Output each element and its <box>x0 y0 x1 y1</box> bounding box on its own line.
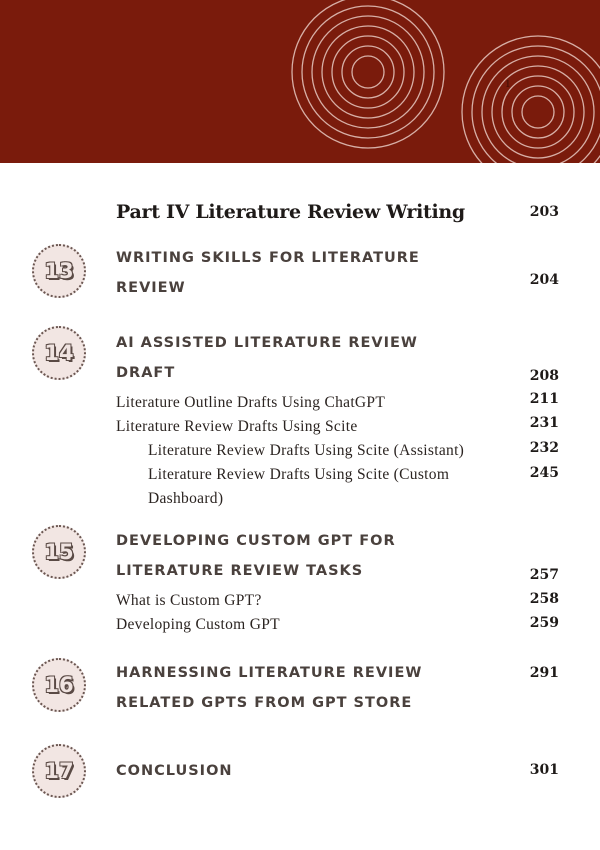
chapter-page-number: 301 <box>529 762 559 778</box>
page-number: 1 <box>505 78 511 90</box>
chapter-title[interactable]: WRITING SKILLS FOR LITERATURE REVIEW <box>116 250 420 296</box>
toc-subentry[interactable]: Literature Review Drafts Using Scite (Custom Dashboard) <box>148 466 450 507</box>
chapter-number-badge: 17 <box>32 744 86 798</box>
part-page-number: 203 <box>529 204 559 220</box>
toc-entry-page: 258 <box>529 591 559 607</box>
chapter-number-badge: 16 <box>32 658 86 712</box>
toc-entry-page: 259 <box>529 615 559 631</box>
part-title: Part IV Literature Review Writing <box>116 201 465 223</box>
toc-subentry[interactable]: Literature Review Drafts Using Scite (Assistant) <box>148 442 465 459</box>
toc-entry[interactable]: What is Custom GPT? <box>116 592 262 609</box>
chapter-title[interactable]: DEVELOPING CUSTOM GPT FOR LITERATURE REVIEW TASKS <box>116 533 396 579</box>
chapter-number-badge: 14 <box>32 326 86 380</box>
toc-entry-page: 231 <box>529 415 559 431</box>
chapter-title[interactable]: CONCLUSION <box>116 763 233 779</box>
toc-entry[interactable]: Literature Review Drafts Using Scite <box>116 418 358 435</box>
header-band <box>0 0 600 163</box>
chapter-page-number: 208 <box>529 368 559 384</box>
toc-entry-page: 211 <box>529 391 559 407</box>
chapter-title[interactable]: AI ASSISTED LITERATURE REVIEW DRAFT <box>116 335 418 381</box>
chapter-page-number: 204 <box>529 272 559 288</box>
chapter-number-badge: 13 <box>32 244 86 298</box>
chapter-title[interactable]: HARNESSING LITERATURE REVIEW RELATED GPTS FROM GPT STORE <box>116 665 423 711</box>
toc-entry[interactable]: Literature Outline Drafts Using ChatGPT <box>116 394 386 411</box>
toc-entry-page: 245 <box>529 465 559 481</box>
chapter-number-badge: 15 <box>32 525 86 579</box>
chapter-page-number: 257 <box>529 567 559 583</box>
toc-entry[interactable]: Developing Custom GPT <box>116 616 280 633</box>
toc-entry-page: 232 <box>529 440 559 456</box>
chapter-page-number: 291 <box>529 665 559 681</box>
